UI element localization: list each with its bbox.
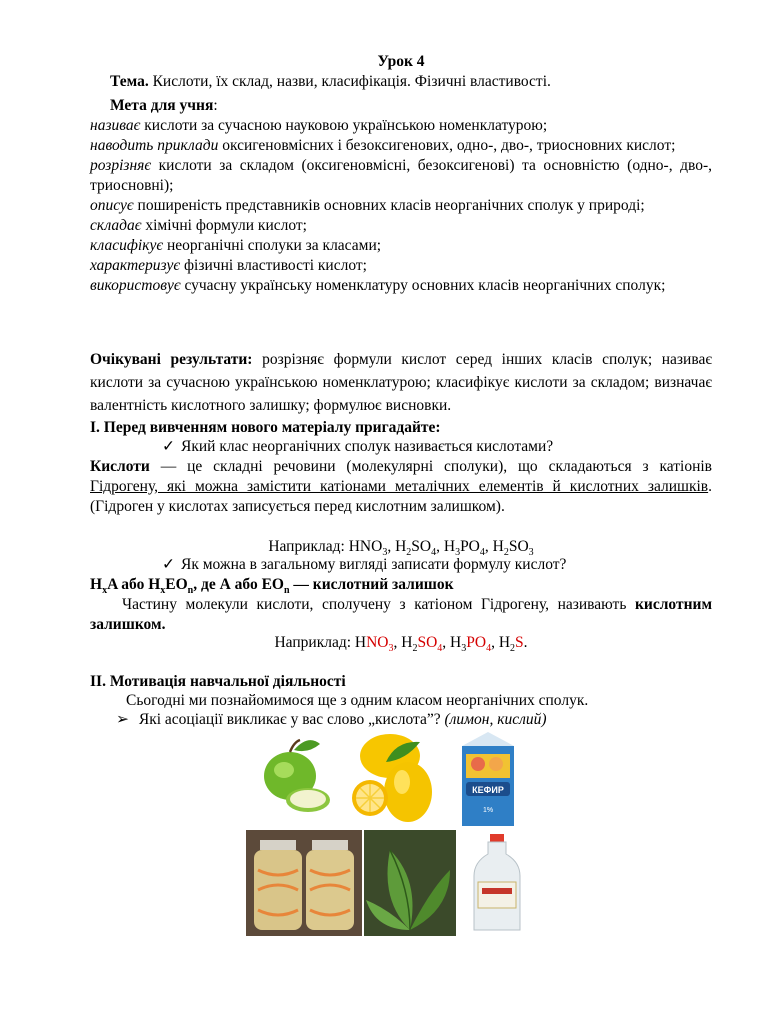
residue-text: Частину молекули кислоти, сполучену з катіоном Гідрогену, називають — [122, 596, 635, 613]
expected-label: Очікувані результати: — [90, 351, 253, 368]
goal-verb: складає — [90, 217, 142, 234]
association-answer: (лимон, кислий) — [444, 711, 547, 728]
example2-label: Наприклад: — [274, 634, 355, 651]
question-2-text: Як можна в загальному вигляді записати формулу кислот? — [181, 556, 567, 573]
def-underlined: Гідрогену, які можна замістити катіонами металічних елементів й кислотних залишків — [90, 478, 709, 495]
goal-verb: наводить приклади — [90, 137, 219, 154]
def-term: Кислоти — [90, 458, 150, 475]
section2-heading: ІІ. Мотивація навчальної діяльності — [90, 673, 346, 690]
question-1 — [90, 437, 712, 457]
formula-h2so3: $H_2SO_3$ — [492, 538, 534, 559]
image-collage — [246, 728, 536, 936]
lesson-title: Урок 4 — [377, 53, 425, 70]
example-formulas-1: Наприклад: $HNO_3$, $H_2SO_4$, $H_3PO_4$, $H_2SO_3$ — [268, 538, 534, 559]
goal-text: хімічні формули кислот; — [141, 217, 307, 234]
goal-item — [90, 116, 712, 136]
goal-item — [90, 256, 712, 276]
goal-verb: характеризує — [90, 257, 181, 274]
residue-definition — [90, 595, 712, 635]
lemons-image — [344, 728, 440, 828]
goal-item — [90, 156, 712, 196]
sauerkraut-jars-image — [246, 830, 362, 936]
goal-text: неорганічні сполуки за класами; — [163, 237, 382, 254]
formula-h2so4: $H_2SO_4$ — [395, 538, 437, 559]
vinegar-bottle-image — [458, 830, 536, 936]
kefir-label: КЕФИР — [472, 785, 504, 795]
goal-item — [90, 276, 712, 296]
question-1-text: Який клас неорганічних сполук називається кислотами? — [181, 438, 554, 455]
goal-colon: : — [213, 97, 218, 114]
example-formulas-2: Наприклад: $HNO_3$, $H_2SO_4$, $H_3PO_4$, $H_2S$. — [274, 634, 528, 655]
kefir-fat-label: 1% — [482, 807, 494, 814]
topic-label: Тема. — [110, 73, 149, 90]
general-formula-tail: , де А або ЕO — [193, 576, 284, 593]
section2-intro: Сьогодні ми познайомимося ще з одним класом неорганічних сполук. — [126, 692, 589, 709]
goal-label: Мета для учня — [110, 97, 214, 114]
goal-text: кислоти за складом (оксигеновмісні, безоксигенові) та основністю (одно-, дво-, триосновні); — [90, 157, 712, 194]
goal-text: поширеність представників основних класів неорганічних сполук у природі; — [133, 197, 645, 214]
expected-text: розрізняє формули кислот серед інших класів сполук; називає кислоти за сучасною українською номенклатурою; класифікує кислоти за складом; визначає валентність кислотного залишку; формулює висновки. — [90, 351, 712, 414]
goal-verb: класифікує — [90, 237, 164, 254]
acid-definition — [90, 457, 712, 517]
sorrel-leaves-image — [364, 830, 456, 936]
general-formula-end: — кислотний залишок — [289, 576, 454, 593]
example-label: Наприклад: — [268, 538, 349, 555]
goal-verb: розрізняє — [90, 157, 152, 174]
kefir-carton-image — [442, 728, 536, 828]
association-question-text: Які асоціації викликає у вас слово „кислота”? — [138, 711, 445, 728]
goal-item — [90, 196, 712, 216]
goal-text: кислоти за сучасною науковою українською номенклатурою; — [140, 117, 548, 134]
lesson-topic — [90, 72, 712, 92]
green-apple-image — [246, 728, 342, 828]
goal-verb: використовує — [90, 277, 181, 294]
section1-heading: І. Перед вивченням нового матеріалу пригадайте: — [90, 419, 441, 436]
goal-text: фізичні властивості кислот; — [180, 257, 367, 274]
question-2 — [90, 555, 712, 575]
def-part1: — це складні речовини (молекулярні сполуки), що складаються з катіонів — [149, 458, 712, 475]
residue-term: кислотним залишком. — [90, 596, 712, 633]
goal-verb: описує — [90, 197, 134, 214]
def-part2: . (Гідроген у кислотах записується перед кислотним залишком). — [90, 478, 712, 515]
expected-results — [90, 348, 712, 417]
goal-verb: називає — [90, 117, 141, 134]
goal-item — [90, 136, 712, 156]
goal-text: оксигеновмісних і безоксигенових, одно-, дво-, триосновних кислот; — [218, 137, 676, 154]
goal-text: сучасну українську номенклатуру основних класів неорганічних сполук; — [180, 277, 666, 294]
topic-text: Кислоти, їх склад, назви, класифікація. Фізичні властивості. — [152, 73, 551, 90]
formula-h3po4: $H_3PO_4$ — [443, 538, 485, 559]
goal-heading — [90, 96, 712, 116]
goals-list — [90, 116, 712, 296]
formula-hno3: $HNO_3$ — [348, 538, 388, 559]
goal-item — [90, 216, 712, 236]
goal-item — [90, 236, 712, 256]
general-formula: $H_xA$ або $H_xEO_n$, де А або $ЕO_n$ — кислотний залишок — [90, 576, 454, 597]
association-question — [90, 710, 712, 730]
